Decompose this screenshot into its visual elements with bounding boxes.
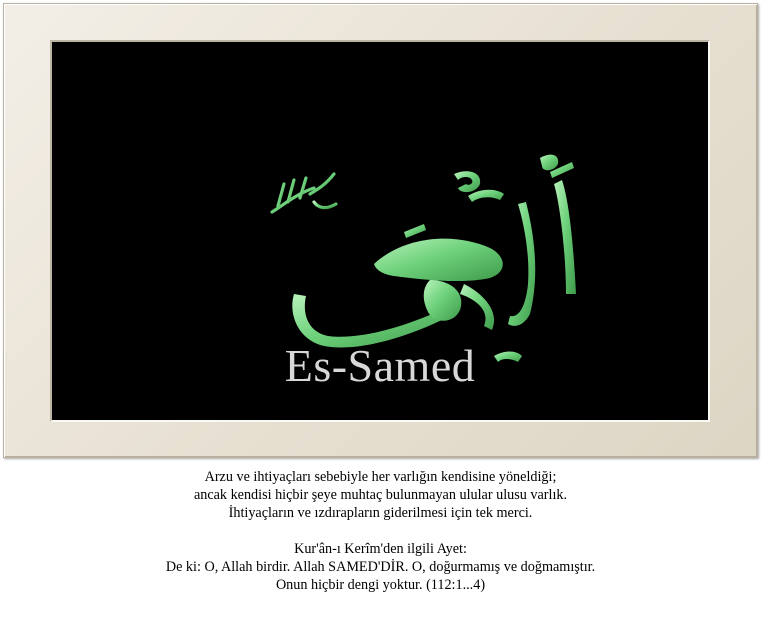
verse-heading: Kur'ân-ı Kerîm'den ilgili Ayet:	[294, 541, 467, 557]
verse-line: Onun hiçbir dengi yoktur. (112:1...4)	[275, 577, 486, 593]
caption-block	[0, 468, 761, 594]
description-line: ancak kendisi hiçbir şeye muhtaç bulunmayan ulular ulusu varlık.	[193, 487, 568, 503]
artwork-title: Es-Samed	[284, 340, 476, 391]
verse-line: De ki: O, Allah birdir. Allah SAMED'DİR. O, doğurmamış ve doğmamıştır.	[165, 559, 596, 575]
artwork-panel	[54, 44, 706, 418]
description-line: İhtiyaçların ve ızdırapların giderilmesi için tek merci.	[228, 505, 533, 521]
description-line: Arzu ve ihtiyaçları sebebiyle her varlığın kendisine yöneldiği;	[204, 469, 557, 485]
spacer	[0, 522, 761, 540]
